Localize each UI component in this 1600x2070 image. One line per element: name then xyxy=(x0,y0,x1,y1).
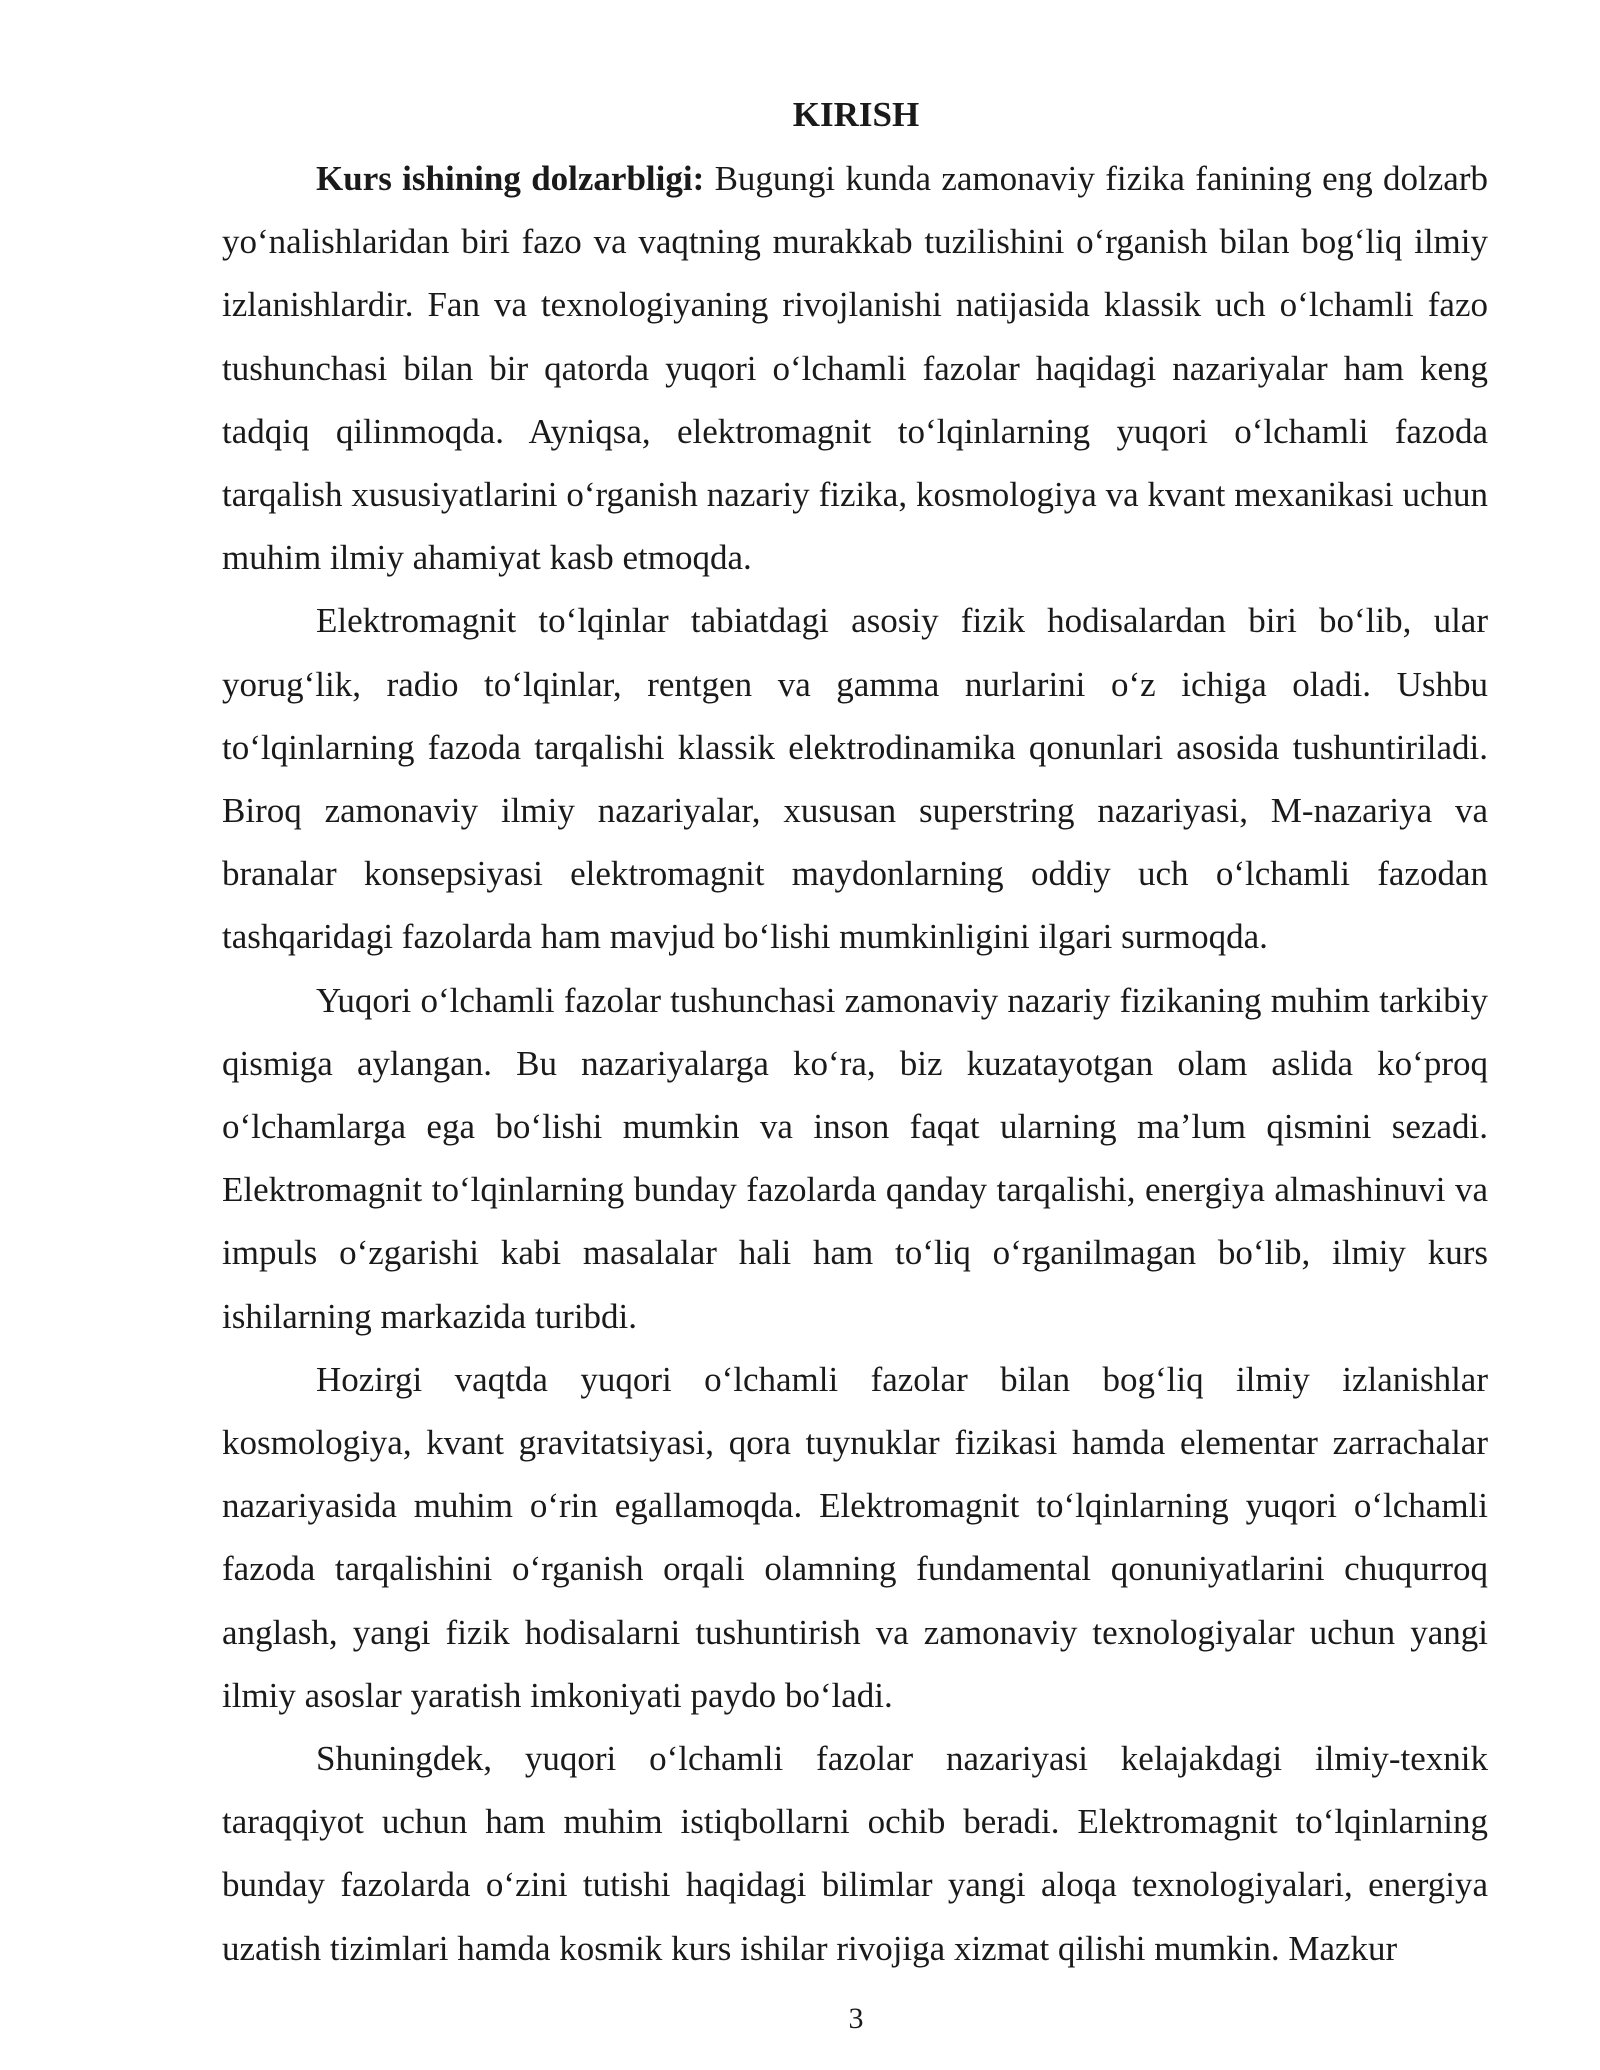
section-heading: KIRISH xyxy=(792,95,920,134)
paragraph-4: Hozirgi vaqtda yuqori oʻlchamli fazolar bilan bogʻliq ilmiy izlanishlar kosmologiya, kvant gravitatsiyasi, qora tuynuklar fizikasi hamda elementar zarrachalar nazariyasida muhim oʻrin egallamoqda. Elektromagnit toʻlqinlarning yuqori oʻlchamli fazoda tarqalishini oʻrganish orqali olamning fundamental qonuniyatlarini chuqurroq anglash, yangi fizik hodisalarni tushuntirish va zamonaviy texnologiyalar uchun yangi ilmiy asoslar yaratish imkoniyati paydo boʻladi. xyxy=(222,1359,1488,1715)
paragraph-5: Shuningdek, yuqori oʻlchamli fazolar nazariyasi kelajakdagi ilmiy-texnik taraqqiyot uchun ham muhim istiqbollarni ochib beradi. Elektromagnit toʻlqinlarning bunday fazolarda oʻzini tutishi haqidagi bilimlar yangi aloqa texnologiyalari, energiya uzatish tizimlari hamda kosmik kurs ishilar rivojiga xizmat qilishi mumkin. Mazkur xyxy=(222,1739,1488,1968)
paragraph-2: Elektromagnit toʻlqinlar tabiatdagi asosiy fizik hodisalardan biri boʻlib, ular yorugʻlik, radio toʻlqinlar, rentgen va gamma nurlarini oʻz ichiga oladi. Ushbu toʻlqinlarning fazoda tarqalishi klassik elektrodinamika qonunlari asosida tushuntiriladi. Biroq zamonaviy ilmiy nazariyalar, xususan superstring nazariyasi, M-nazariya va branalar konsepsiyasi elektromagnit maydonlarning oddiy uch oʻlchamli fazodan tashqaridagi fazolarda ham mavjud boʻlishi mumkinligini ilgari surmoqda. xyxy=(222,601,1488,957)
body-text xyxy=(222,147,1488,1980)
paragraph-1 xyxy=(222,147,1488,589)
relevance-label: Kurs ishining dolzarbligi: xyxy=(316,159,705,198)
paragraph-1-text: Bugungi kunda zamonaviy fizika fanining eng dolzarb yoʻnalishlaridan biri fazo va vaqtning murakkab tuzilishini oʻrganish bilan bogʻliq ilmiy izlanishlardir. Fan va texnologiyaning rivojlanishi natijasida klassik uch oʻlchamli fazo tushunchasi bilan bir qatorda yuqori oʻlchamli fazolar haqidagi nazariyalar ham keng tadqiq qilinmoqda. Ayniqsa, elektromagnit toʻlqinlarning yuqori oʻlchamli fazoda tarqalish xususiyatlarini oʻrganish nazariy fizika, kosmologiya va kvant mexanikasi uchun muhim ilmiy ahamiyat kasb etmoqda. xyxy=(222,159,1488,578)
page-number: 3 xyxy=(848,2002,864,2035)
paragraph-3: Yuqori oʻlchamli fazolar tushunchasi zamonaviy nazariy fizikaning muhim tarkibiy qismiga aylangan. Bu nazariyalarga koʻra, biz kuzatayotgan olam aslida koʻproq oʻlchamlarga ega boʻlishi mumkin va inson faqat ularning maʼlum qismini sezadi. Elektromagnit toʻlqinlarning bunday fazolarda qanday tarqalishi, energiya almashinuvi va impuls oʻzgarishi kabi masalalar hali ham toʻliq oʻrganilmagan boʻlib, ilmiy kurs ishilarning markazida turibdi. xyxy=(222,980,1488,1336)
